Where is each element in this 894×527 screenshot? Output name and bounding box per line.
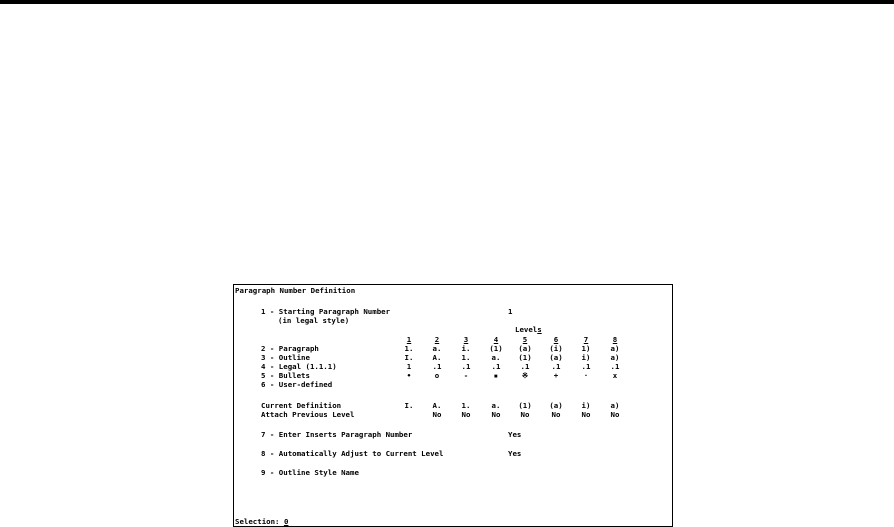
selection-prompt[interactable]: Selection: 0: [235, 517, 289, 526]
style-level-value: +: [553, 371, 559, 380]
attach-previous-value[interactable]: No: [461, 410, 471, 419]
style-level-value: i.: [461, 344, 471, 353]
level-number-2: 2: [434, 335, 440, 344]
style-level-value: ▪: [493, 371, 499, 380]
style-level-value: a): [610, 353, 620, 362]
level-number-6: 6: [553, 335, 559, 344]
levels-heading: Levels: [515, 325, 542, 334]
enter-inserts-option[interactable]: 7 - Enter Inserts Paragraph Number: [261, 430, 413, 439]
style-level-value: (i): [549, 344, 563, 353]
current-definition-value: (a): [549, 401, 563, 410]
attach-previous-value[interactable]: No: [610, 410, 620, 419]
style-level-value: .1: [551, 362, 561, 371]
style-option-4[interactable]: 4 - Legal (1.1.1): [261, 362, 337, 371]
style-level-value: ·: [583, 371, 589, 380]
current-definition-value: I.: [404, 401, 414, 410]
style-level-value: I.: [404, 353, 414, 362]
outline-style-name-option[interactable]: 9 - Outline Style Name: [261, 468, 359, 477]
style-level-value: 1): [581, 344, 591, 353]
style-level-value: a.: [491, 353, 501, 362]
paragraph-number-definition-screen: [233, 284, 673, 527]
style-level-value: 1: [406, 362, 412, 371]
starting-number-sublabel: (in legal style): [278, 316, 350, 325]
attach-previous-value[interactable]: No: [432, 410, 442, 419]
style-level-value: x: [612, 371, 618, 380]
starting-number-value[interactable]: 1: [508, 307, 513, 316]
style-level-value: 1.: [461, 353, 471, 362]
style-level-value: ※: [521, 371, 529, 380]
level-number-8: 8: [612, 335, 618, 344]
style-level-value: .1: [520, 362, 530, 371]
selection-value[interactable]: 0: [283, 517, 289, 526]
level-number-5: 5: [522, 335, 528, 344]
style-level-value: (1): [489, 344, 503, 353]
current-definition-value: a): [610, 401, 620, 410]
attach-previous-value[interactable]: No: [520, 410, 530, 419]
current-definition-label: Current Definition: [261, 401, 342, 410]
current-definition-value: A.: [432, 401, 442, 410]
style-level-value: (1): [518, 353, 532, 362]
current-definition-value: a.: [491, 401, 501, 410]
style-level-value: a): [610, 344, 620, 353]
style-level-value: 1.: [404, 344, 414, 353]
attach-previous-value[interactable]: No: [581, 410, 591, 419]
attach-previous-value[interactable]: No: [551, 410, 561, 419]
style-level-value: .1: [491, 362, 501, 371]
attach-previous-value[interactable]: No: [491, 410, 501, 419]
attach-previous-level-label: Attach Previous Level: [261, 410, 355, 419]
style-level-value: -: [463, 371, 469, 380]
current-definition-value: (1): [518, 401, 532, 410]
level-number-7: 7: [583, 335, 589, 344]
style-level-value: .1: [432, 362, 442, 371]
starting-number-option[interactable]: 1 - Starting Paragraph Number: [261, 307, 391, 316]
style-option-6[interactable]: 6 - User-defined: [261, 380, 333, 389]
style-level-value: (a): [549, 353, 563, 362]
style-level-value: a.: [432, 344, 442, 353]
style-level-value: i): [581, 353, 591, 362]
style-option-5[interactable]: 5 - Bullets: [261, 371, 310, 380]
style-option-2[interactable]: 2 - Paragraph: [261, 344, 319, 353]
enter-inserts-value[interactable]: Yes: [508, 430, 522, 439]
style-level-value: •: [406, 371, 412, 380]
style-level-value: .1: [610, 362, 620, 371]
style-level-value: .1: [581, 362, 591, 371]
level-number-3: 3: [463, 335, 469, 344]
style-level-value: (a): [518, 344, 532, 353]
auto-adjust-option[interactable]: 8 - Automatically Adjust to Current Level: [261, 449, 444, 458]
screen-title: Paragraph Number Definition: [235, 286, 356, 295]
level-number-1: 1: [406, 335, 412, 344]
current-definition-value: i): [581, 401, 591, 410]
style-level-value: o: [434, 371, 440, 380]
top-border: [0, 0, 894, 4]
style-level-value: .1: [461, 362, 471, 371]
level-number-4: 4: [493, 335, 499, 344]
style-option-3[interactable]: 3 - Outline: [261, 353, 310, 362]
style-level-value: A.: [432, 353, 442, 362]
auto-adjust-value[interactable]: Yes: [508, 449, 522, 458]
current-definition-value: 1.: [461, 401, 471, 410]
